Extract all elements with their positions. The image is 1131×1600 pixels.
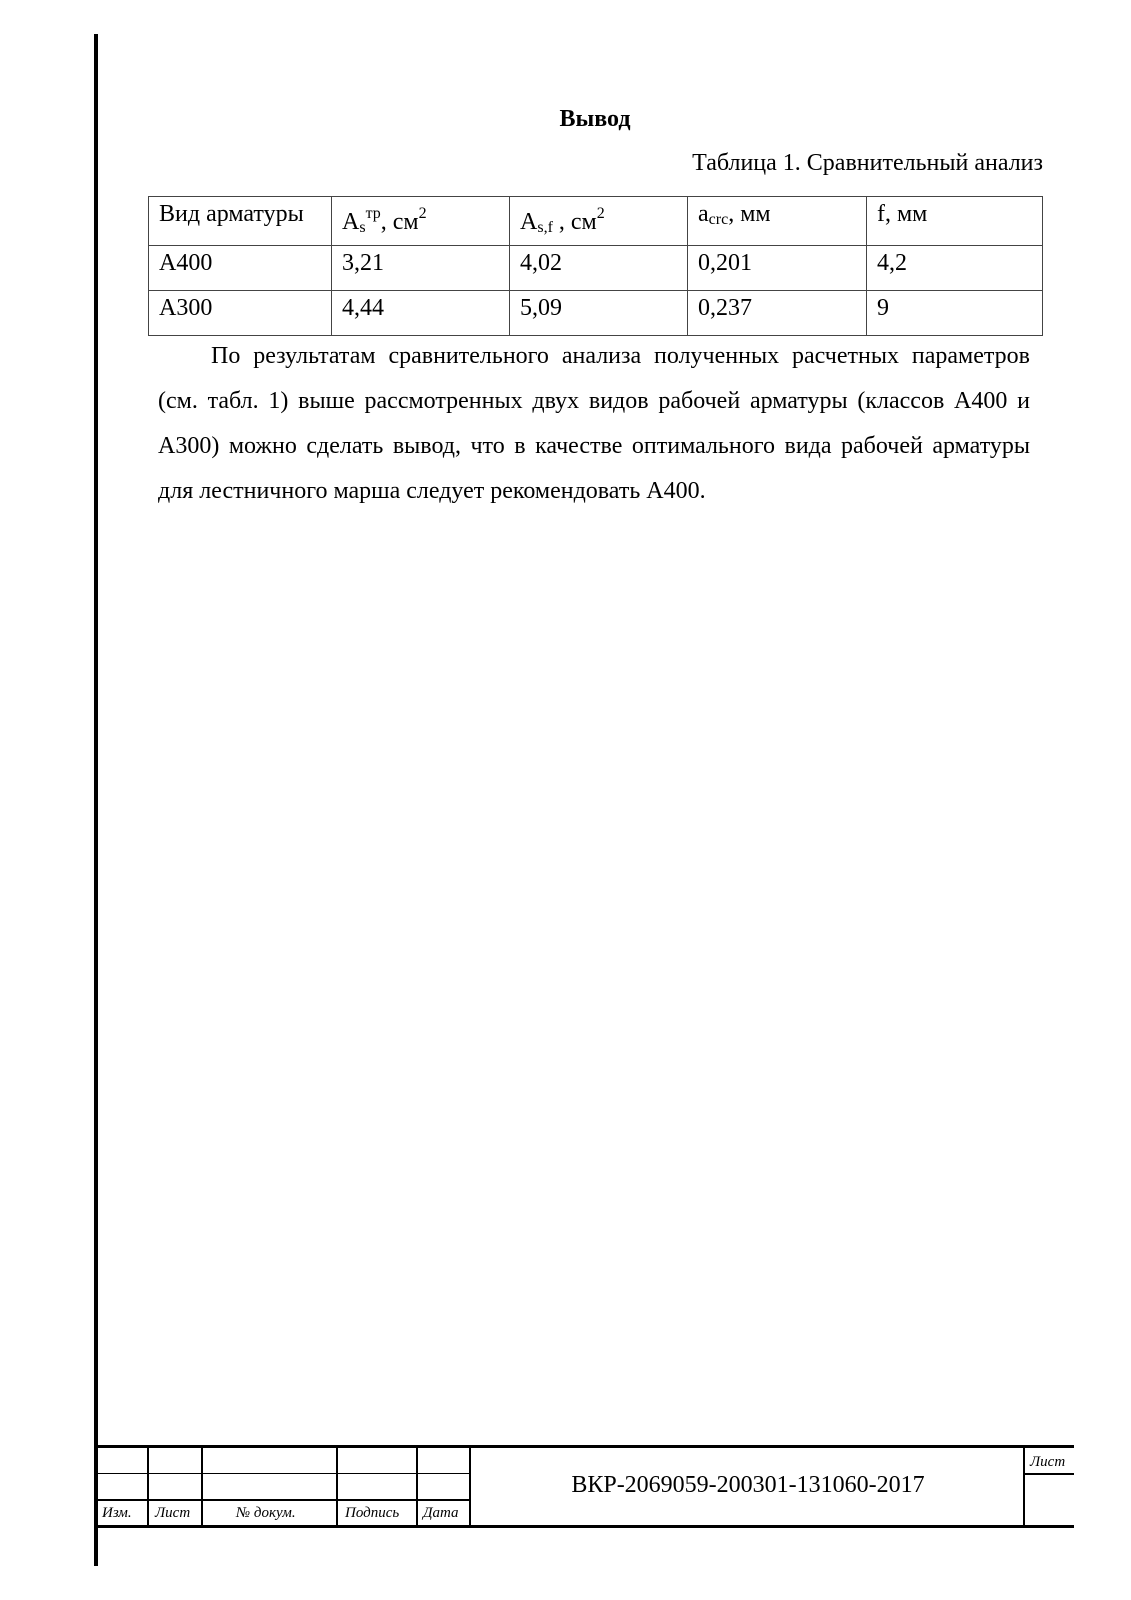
table-header-cell: f, мм (867, 197, 1043, 246)
stamp-label-izm: Изм. (102, 1505, 132, 1521)
table-header-cell: $A_s^{тр}$, $см^2$ (332, 197, 510, 246)
document-number: ВКР-2069059-200301-131060-2017 (571, 1472, 925, 1498)
stamp-divider (416, 1445, 418, 1527)
frame-left-border (94, 34, 98, 1566)
table-cell: 0,237 (688, 291, 867, 336)
stamp-label-date: Дата (423, 1505, 459, 1521)
stamp-line-bottom (94, 1525, 1074, 1528)
stamp-divider (336, 1445, 338, 1527)
stamp-label-list: Лист (155, 1505, 191, 1521)
table-cell: 0,201 (688, 246, 867, 291)
stamp-label-sheet: Лист (1030, 1454, 1066, 1470)
table-cell: 3,21 (332, 246, 510, 291)
table-cell: 9 (867, 291, 1043, 336)
stamp-divider (469, 1445, 471, 1527)
table-row (149, 246, 1043, 291)
stamp-divider (147, 1445, 149, 1527)
table-header-cell: Вид арматуры (149, 197, 332, 246)
stamp-label-doc: № докум. (236, 1505, 296, 1521)
table-cell: A400 (149, 246, 332, 291)
conclusion-paragraph: По результатам сравнительного анализа полученных расчетных параметров (см. табл. 1) выше рассмотренных двух видов рабочей арматуры (классов А400 и А300) можно сделать вывод, что в качестве оптимального вида рабочей арматуры для лестничного марша следует рекомендовать А400. (158, 343, 1030, 504)
table-header-row (149, 197, 1043, 246)
table-header-cell: $a_{crc}$, мм (688, 197, 867, 246)
stamp-line (94, 1473, 470, 1474)
stamp-line (94, 1499, 470, 1501)
table-cell: 4,44 (332, 291, 510, 336)
section-heading: Вывод (559, 106, 631, 132)
table-cell: 4,02 (510, 246, 688, 291)
stamp-label-sign: Подпись (345, 1505, 400, 1521)
table-cell: A300 (149, 291, 332, 336)
stamp-divider (201, 1445, 203, 1527)
comparison-table (148, 196, 1043, 336)
stamp-line (1024, 1473, 1074, 1475)
stamp-line-top (94, 1445, 1074, 1448)
table-cell: 5,09 (510, 291, 688, 336)
table-row (149, 291, 1043, 336)
table-caption: Таблица 1. Сравнительный анализ (692, 150, 1043, 176)
table-cell: 4,2 (867, 246, 1043, 291)
table-header-cell: $A_{s,f}$ , $см^2$ (510, 197, 688, 246)
